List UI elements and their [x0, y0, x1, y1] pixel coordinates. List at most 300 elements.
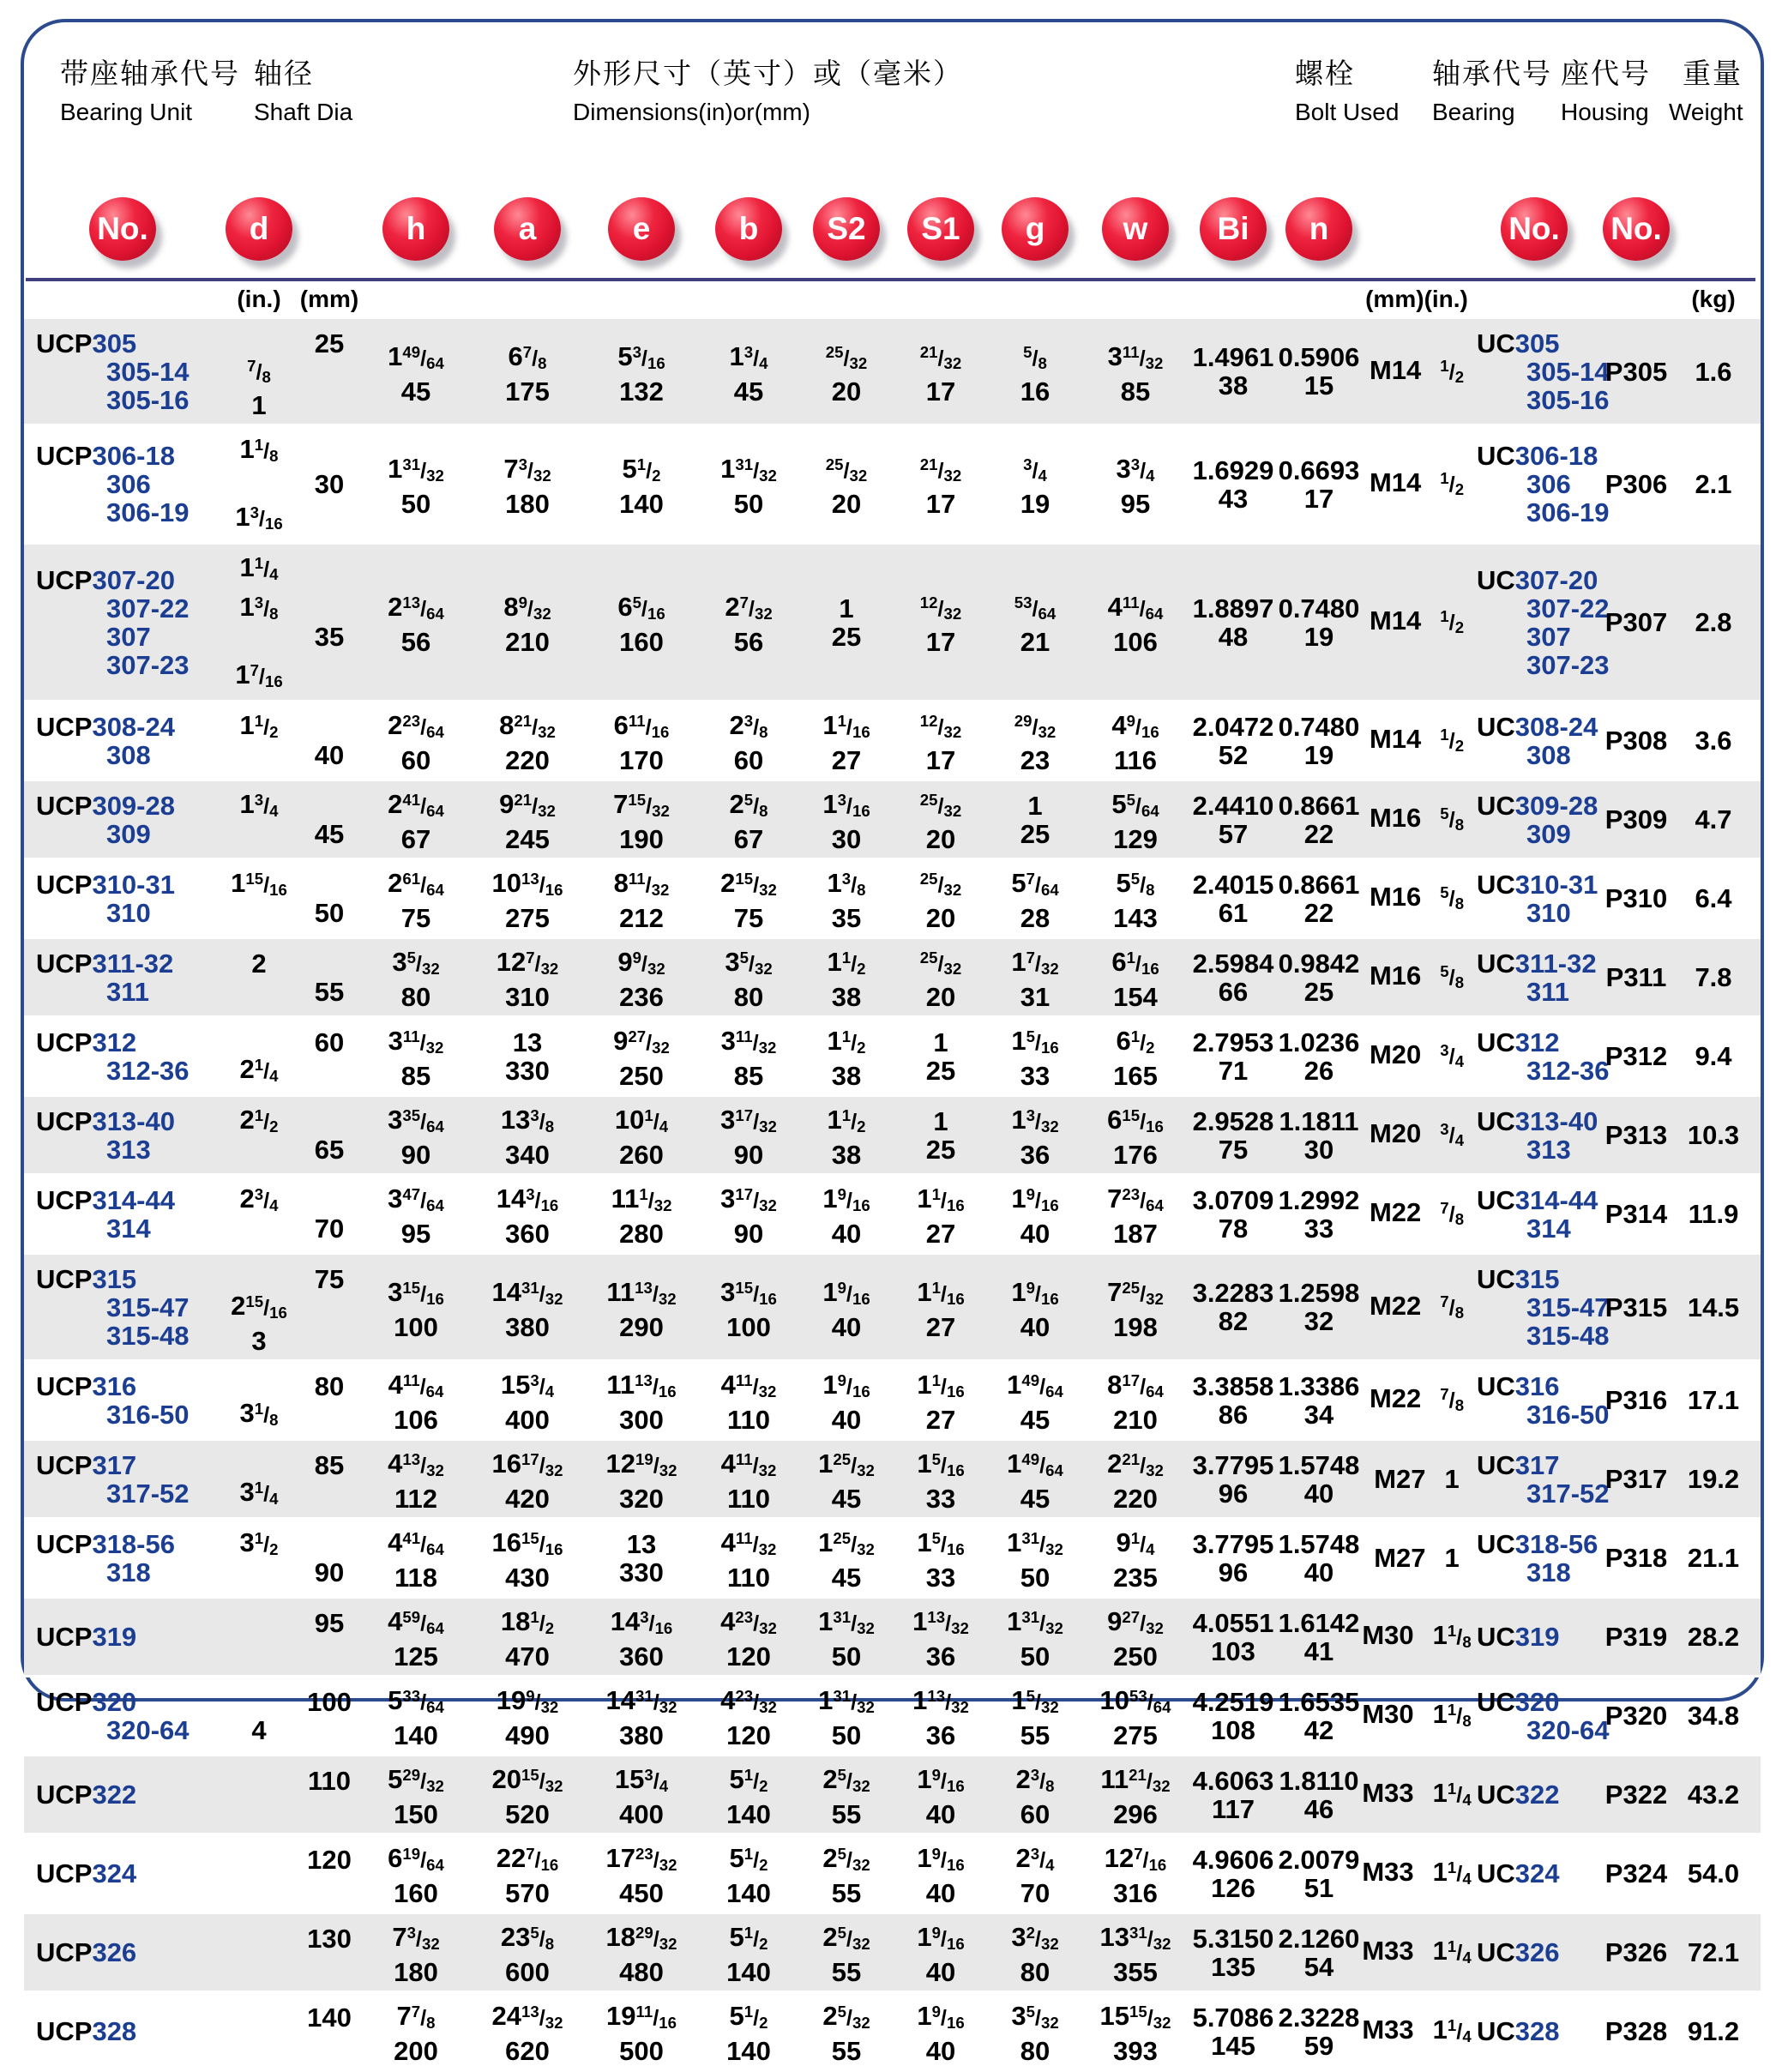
- dim-bi-cell: 2.5984 66: [1192, 948, 1274, 1007]
- dim-w-cell: $2^{21}/_{32}$ 220: [1107, 1448, 1164, 1514]
- column-badge-a: a: [494, 197, 561, 261]
- dim-e-cell: $12^{19}/_{32}$ 320: [605, 1448, 677, 1514]
- bearing-unit-row: [24, 1362, 1761, 1441]
- badge-cell: [1278, 197, 1360, 261]
- unit-no-cell: UCP307-20 307-22 307 307-23: [36, 564, 190, 680]
- bolt-cell: M16 $^5/_8$: [1369, 961, 1465, 992]
- bearing-unit-row: [24, 1018, 1761, 1097]
- weight-cell: 7.8: [1695, 962, 1732, 992]
- dim-a-cell: $9^{21}/_{32}$ 245: [499, 788, 556, 854]
- badge-cell: [221, 197, 297, 261]
- header-bearing-unit-en: Bearing Unit: [60, 99, 193, 125]
- dim-g-cell: $^5/_8$ 16: [1020, 342, 1051, 407]
- dim-g-cell: $^{53}/_{64}$ 21: [1014, 593, 1057, 657]
- dim-bi-cell: 4.2519 108: [1192, 1686, 1274, 1745]
- shaft-dia-mm-cell: 65: [314, 1134, 345, 1165]
- bolt-cell: M33 $1^1/_4$: [1362, 1936, 1472, 1967]
- unit-no-cell: UCP309-28 309: [36, 790, 175, 849]
- bearing-unit-row: [24, 860, 1761, 939]
- shaft-dia-mm-cell: 110: [307, 1765, 351, 1796]
- dim-h-cell: $3^{11}/_{32}$ 85: [388, 1025, 444, 1091]
- header-weight-zh: 重量: [1683, 57, 1743, 89]
- bearing-unit-row: [24, 1097, 1761, 1176]
- dim-b-cell: $5^1/_2$ 140: [726, 1921, 771, 1987]
- dim-a-cell: $14^{31}/_{32}$ 380: [491, 1276, 563, 1342]
- bearing-no-cell: UC318-56 318: [1477, 1528, 1598, 1587]
- dim-s2-cell: $^{25}/_{32}$ 20: [825, 342, 868, 407]
- dim-s1-cell: $^{21}/_{32}$ 17: [919, 455, 962, 519]
- bolt-cell: M14 $^1/_2$: [1369, 354, 1465, 386]
- dim-s1-cell: $1^5/_{16}$ 33: [917, 1448, 965, 1514]
- dim-w-cell: $5^5/_{64}$ 129: [1111, 788, 1159, 854]
- dim-bi-cell: 5.3150 135: [1192, 1923, 1274, 1982]
- column-badge-no: No.: [89, 197, 156, 261]
- weight-cell: 9.4: [1695, 1041, 1732, 1071]
- dim-h-cell: $5^{29}/_{32}$ 150: [388, 1763, 444, 1829]
- header-dimensions: [573, 51, 963, 126]
- housing-no-cell: P308: [1604, 726, 1668, 756]
- dim-w-cell: $8^{17}/_{64}$ 210: [1107, 1369, 1164, 1435]
- dim-bi-cell: 1.6929 43: [1192, 455, 1274, 514]
- bolt-cell: M22 $^7/_8$: [1369, 1290, 1465, 1322]
- badge-cell: [362, 197, 470, 261]
- header-shaft-dia-zh: 轴径: [254, 57, 314, 89]
- dim-e-cell: $7^{15}/_{32}$ 190: [613, 788, 670, 854]
- dim-g-cell: $3^5/_{32}$ 80: [1011, 2000, 1059, 2066]
- shaft-dia-mm-cell: 85: [314, 1449, 345, 1480]
- bolt-cell: M27 1: [1374, 1464, 1460, 1494]
- dim-s2-cell: $^{25}/_{32}$ 20: [825, 455, 868, 519]
- housing-no-cell: P324: [1604, 1858, 1668, 1888]
- dim-bi-cell: 3.7795 96: [1192, 1528, 1274, 1587]
- unit-no-cell: UCP316 316-50: [36, 1370, 190, 1430]
- unit-no-cell: UCP313-40 313: [36, 1105, 175, 1165]
- shaft-dia-in-cell: 4: [251, 1714, 267, 1745]
- bearing-no-cell: UC316 316-50: [1477, 1370, 1610, 1430]
- dim-s1-cell: $^{25}/_{32}$ 20: [919, 791, 962, 854]
- header-weight-en: Weight: [1669, 99, 1743, 125]
- bearing-no-cell: UC320 320-64: [1477, 1686, 1610, 1745]
- shaft-dia-in-cell: $1^3/_4$: [239, 788, 279, 820]
- dim-n-cell: 1.3386 34: [1278, 1370, 1360, 1430]
- bolt-units-label: [1360, 286, 1473, 313]
- shaft-dia-mm-cell: 75: [314, 1263, 345, 1294]
- dim-s2-cell: $1^9/_{16}$ 40: [822, 1369, 870, 1435]
- dim-s1-cell: $^{25}/_{32}$ 20: [919, 949, 962, 1012]
- shaft-dia-mm-cell: 30: [314, 469, 345, 499]
- dim-bi-cell: 4.9606 126: [1192, 1844, 1274, 1903]
- bearing-no-cell: UC324: [1477, 1858, 1560, 1888]
- bolt-cell: M20 $^3/_4$: [1369, 1118, 1465, 1150]
- unit-no-cell: UCP305 305-14 305-16: [36, 328, 190, 415]
- housing-no-cell: P322: [1604, 1780, 1668, 1810]
- dim-h-cell: $4^{41}/_{64}$ 118: [388, 1527, 444, 1593]
- shaft-dia-in-cell: [221, 1623, 297, 1651]
- dim-s2-cell: 1 25: [831, 593, 862, 652]
- unit-subheader-row: [24, 281, 1761, 317]
- shaft-dia-mm-cell: 50: [314, 897, 345, 928]
- dim-g-cell: 1 25: [1020, 790, 1051, 849]
- dim-n-cell: 0.9842 25: [1278, 948, 1360, 1007]
- bearing-unit-row: [24, 1520, 1761, 1599]
- dim-bi-cell: 4.6063 117: [1192, 1765, 1274, 1824]
- dim-bi-cell: 1.4961 38: [1192, 342, 1274, 401]
- dim-g-cell: $1^{49}/_{64}$ 45: [1007, 1448, 1063, 1514]
- bolt-cell: M16 $^5/_8$: [1369, 803, 1465, 834]
- bolt-cell: M33 $1^1/_4$: [1362, 2015, 1472, 2046]
- bolt-cell: M33 $1^1/_4$: [1362, 1857, 1472, 1888]
- dim-bi-cell: 2.4410 57: [1192, 790, 1274, 849]
- bolt-cell: M30 $1^1/_8$: [1362, 1699, 1472, 1731]
- dim-g-cell: $1^9/_{16}$ 40: [1011, 1183, 1059, 1249]
- bearing-unit-row: [24, 319, 1761, 426]
- shaft-dia-in-cell: 2: [251, 948, 267, 979]
- unit-no-cell: UCP328: [36, 2016, 137, 2046]
- dim-s2-cell: $2^5/_{32}$ 55: [822, 1842, 870, 1908]
- dim-g-cell: $3^2/_{32}$ 80: [1011, 1921, 1059, 1987]
- badge-cell: [1189, 197, 1278, 261]
- dim-s2-cell: $2^5/_{32}$ 55: [822, 1921, 870, 1987]
- shaft-dia-mm-cell: 100: [307, 1686, 352, 1717]
- badge-cell: [799, 197, 894, 261]
- dim-b-cell: $2^{15}/_{32}$ 75: [720, 867, 777, 933]
- dim-g-cell: $^3/_4$ 19: [1020, 455, 1051, 519]
- bolt-cell: M22 $^7/_8$: [1369, 1197, 1465, 1229]
- shaft-dia-in-cell: $1^1/_4$ $1^3/_8$ $1^7/_{16}$: [235, 551, 283, 690]
- shaft-dia-mm-cell: 35: [314, 621, 345, 652]
- dim-g-cell: $5^7/_{64}$ 28: [1011, 867, 1059, 933]
- badge-cell: [894, 197, 988, 261]
- weight-cell: 28.2: [1687, 1622, 1740, 1652]
- dim-h-cell: $2^{13}/_{64}$ 56: [388, 591, 444, 657]
- table-body: [24, 319, 1761, 2072]
- shaft-dia-mm-cell: 130: [307, 1923, 352, 1954]
- dim-e-cell: $10^1/_4$ 260: [614, 1104, 669, 1170]
- housing-no-cell: P328: [1604, 2016, 1668, 2046]
- dim-h-cell: $4^{13}/_{32}$ 112: [388, 1448, 444, 1514]
- header-housing-no-zh: 座代号: [1561, 57, 1651, 89]
- bearing-no-cell: UC317 317-52: [1477, 1449, 1610, 1509]
- weight-cell: 4.7: [1695, 804, 1732, 834]
- dim-a-cell: $12^7/_{32}$ 310: [496, 946, 559, 1012]
- shaft-dia-in-cell: [221, 1859, 297, 1888]
- dim-h-cell: $7^3/_{32}$ 180: [392, 1921, 440, 1987]
- dim-a-cell: $15^3/_4$ 400: [500, 1369, 555, 1435]
- weight-cell: 91.2: [1687, 2016, 1740, 2046]
- bearing-no-cell: UC310-31 310: [1477, 869, 1598, 928]
- shaft-dia-mm-cell: 95: [314, 1607, 345, 1638]
- unit-no-cell: UCP311-32 311: [36, 948, 174, 1007]
- bolt-cell: M14 $^1/_2$: [1369, 467, 1465, 499]
- bearing-unit-row: [24, 939, 1761, 1018]
- dim-a-cell: $18^1/_2$ 470: [500, 1605, 555, 1671]
- dim-h-cell: $3^{35}/_{64}$ 90: [388, 1104, 444, 1170]
- shaft-dia-in-cell: [221, 1938, 297, 1967]
- dim-w-cell: $4^{11}/_{64}$ 106: [1107, 591, 1164, 657]
- weight-cell: 17.1: [1687, 1385, 1740, 1415]
- dim-s1-cell: 1 25: [925, 1027, 956, 1086]
- dim-n-cell: 0.6693 17: [1278, 455, 1360, 514]
- dim-b-cell: $4^{11}/_{32}$ 110: [720, 1527, 777, 1593]
- dim-bi-cell: 2.4015 61: [1192, 869, 1274, 928]
- housing-no-cell: P318: [1604, 1543, 1668, 1573]
- bearing-no-cell: UC306-18 306 306-19: [1477, 441, 1610, 527]
- dim-n-cell: 1.2992 33: [1278, 1184, 1360, 1244]
- dim-h-cell: $1^{49}/_{64}$ 45: [388, 340, 444, 407]
- weight-cell: 2.8: [1695, 607, 1732, 637]
- dim-e-cell: $15^3/_4$ 400: [614, 1763, 669, 1829]
- badge-cell: [1595, 197, 1677, 261]
- dim-s1-cell: $1^9/_{16}$ 40: [917, 1763, 965, 1829]
- dim-e-cell: $5^1/_2$ 140: [619, 453, 664, 519]
- dim-g-cell: $1^5/_{16}$ 33: [1011, 1025, 1059, 1091]
- dim-w-cell: $12^7/_{16}$ 316: [1104, 1842, 1167, 1908]
- column-badge-e: e: [608, 197, 675, 261]
- bearing-unit-row: [24, 1756, 1761, 1835]
- shaft-dia-mm-cell: 140: [307, 2002, 352, 2033]
- dim-s1-cell: $1^5/_{16}$ 33: [917, 1527, 965, 1593]
- column-badge-n: n: [1285, 197, 1352, 261]
- dim-e-cell: $8^{11}/_{32}$ 212: [613, 867, 670, 933]
- bearing-no-cell: UC314-44 314: [1477, 1184, 1598, 1244]
- dim-s2-cell: $1^{31}/_{32}$ 50: [818, 1605, 875, 1671]
- housing-no-cell: P317: [1604, 1464, 1668, 1494]
- dim-e-cell: $5^3/_{16}$ 132: [617, 340, 665, 407]
- dim-b-cell: $5^1/_2$ 140: [726, 1763, 771, 1829]
- shaft-dia-mm-cell: 55: [314, 976, 345, 1007]
- housing-no-cell: P312: [1604, 1041, 1668, 1071]
- header-housing-no-en: Housing: [1561, 99, 1649, 125]
- header-bearing-unit-zh: 带座轴承代号: [60, 57, 240, 89]
- dim-n-cell: 0.7480 19: [1278, 593, 1360, 652]
- housing-no-cell: P307: [1604, 607, 1668, 637]
- bearing-unit-row: [24, 426, 1761, 545]
- bolt-cell: M33 $1^1/_4$: [1362, 1778, 1472, 1810]
- header-dimensions-en: Dimensions(in)or(mm): [573, 99, 810, 125]
- spec-sheet-frame: [21, 19, 1764, 2066]
- unit-no-cell: UCP306-18 306 306-19: [36, 441, 190, 527]
- unit-no-cell: UCP319: [36, 1622, 137, 1652]
- bolt-cell: M16 $^5/_8$: [1369, 882, 1465, 913]
- shaft-dia-mm-cell: 25: [314, 328, 345, 358]
- dim-s1-cell: $1^1/_{16}$ 27: [917, 1276, 965, 1342]
- dim-bi-cell: 5.7086 145: [1192, 2002, 1274, 2061]
- dim-b-cell: $2^5/_8$ 67: [729, 788, 768, 854]
- badge-cell: [24, 197, 221, 261]
- shaft-dia-in-cell: $1^1/_8$ $1^3/_{16}$: [235, 433, 283, 533]
- dim-b-cell: $2^3/_8$ 60: [729, 709, 768, 775]
- table-header: [24, 51, 1761, 161]
- dim-a-cell: 13 330: [505, 1027, 550, 1086]
- dim-h-cell: $2^{41}/_{64}$ 67: [388, 788, 444, 854]
- dim-w-cell: $15^{15}/_{32}$ 393: [1099, 2000, 1171, 2066]
- dim-bi-cell: 2.0472 52: [1192, 711, 1274, 770]
- unit-no-cell: UCP314-44 314: [36, 1184, 175, 1244]
- weight-cell: 6.4: [1695, 883, 1732, 913]
- weight-cell: 54.0: [1687, 1858, 1740, 1888]
- dim-n-cell: 0.7480 19: [1278, 711, 1360, 770]
- bolt-cell: M14 $^1/_2$: [1369, 605, 1465, 637]
- dim-e-cell: $17^{23}/_{32}$ 450: [605, 1842, 677, 1908]
- dim-w-cell: $13^{31}/_{32}$ 355: [1099, 1921, 1171, 1987]
- badge-cell: [1473, 197, 1595, 261]
- dim-n-cell: 1.5748 40: [1278, 1449, 1360, 1509]
- dim-bi-cell: 3.3858 86: [1192, 1370, 1274, 1430]
- shaft-dia-in-cell: $2^{15}/_{16}$ 3: [231, 1290, 287, 1356]
- bolt-mm-label: (mm): [1365, 286, 1424, 312]
- bolt-in-label: (in.): [1424, 286, 1468, 312]
- column-badge-g: g: [1002, 197, 1069, 261]
- dim-s2-cell: $2^5/_{32}$ 55: [822, 2000, 870, 2066]
- unit-no-cell: UCP315 315-47 315-48: [36, 1263, 190, 1351]
- housing-no-cell: P306: [1604, 469, 1668, 499]
- unit-no-cell: UCP322: [36, 1780, 137, 1810]
- dim-h-cell: $3^{15}/_{16}$ 100: [388, 1276, 444, 1342]
- dim-bi-cell: 3.2283 82: [1192, 1278, 1274, 1336]
- dim-w-cell: $10^{53}/_{64}$ 275: [1099, 1684, 1171, 1750]
- shaft-dia-in-cell: $2^1/_2$: [239, 1104, 279, 1135]
- header-shaft-dia-en: Shaft Dia: [254, 99, 353, 125]
- dim-w-cell: $6^1/_2$ 165: [1113, 1025, 1158, 1091]
- dim-s2-cell: $1^{31}/_{32}$ 50: [818, 1684, 875, 1750]
- dim-s1-cell: $1^1/_{16}$ 27: [917, 1369, 965, 1435]
- shaft-dia-in-cell: [221, 2017, 297, 2045]
- bearing-unit-row: [24, 702, 1761, 781]
- bearing-no-cell: UC319: [1477, 1622, 1560, 1652]
- shaft-dia-mm-cell: 120: [307, 1844, 352, 1875]
- dim-w-cell: $3^{11}/_{32}$ 85: [1107, 340, 1164, 407]
- header-housing-no: [1561, 51, 1651, 126]
- dim-b-cell: $4^{23}/_{32}$ 120: [720, 1605, 777, 1671]
- dim-bi-cell: 3.7795 96: [1192, 1449, 1274, 1509]
- housing-no-cell: P313: [1604, 1120, 1668, 1150]
- dim-h-cell: $2^{23}/_{64}$ 60: [388, 709, 444, 775]
- dim-n-cell: 1.2598 32: [1278, 1278, 1360, 1336]
- dim-a-cell: $16^{17}/_{32}$ 420: [491, 1448, 563, 1514]
- dim-s2-cell: $1^9/_{16}$ 40: [822, 1276, 870, 1342]
- unit-no-cell: UCP312 312-36: [36, 1027, 190, 1086]
- weight-cell: 19.2: [1687, 1464, 1740, 1494]
- dim-s1-cell: $1^{13}/_{32}$ 36: [912, 1684, 969, 1750]
- dim-a-cell: $16^{15}/_{16}$ 430: [491, 1527, 563, 1593]
- shaft-dia-mm-cell: 90: [314, 1557, 345, 1587]
- dim-b-cell: $3^{11}/_{32}$ 85: [720, 1025, 777, 1091]
- dim-s1-cell: $^{12}/_{32}$ 17: [919, 712, 962, 775]
- badge-cell: [585, 197, 698, 261]
- dim-n-cell: 2.0079 51: [1278, 1844, 1360, 1903]
- dim-s1-cell: $1^1/_{16}$ 27: [917, 1183, 965, 1249]
- dim-w-cell: $4^9/_{16}$ 116: [1111, 709, 1159, 775]
- dim-bi-cell: 1.8897 48: [1192, 593, 1274, 652]
- header-shaft-dia: [254, 51, 352, 126]
- column-badge-w: w: [1102, 197, 1169, 261]
- unit-no-cell: UCP320 320-64: [36, 1686, 190, 1745]
- dim-n-cell: 1.8110 46: [1279, 1765, 1359, 1824]
- dim-g-cell: $1^7/_{32}$ 31: [1011, 946, 1059, 1012]
- weight-kg-label: (kg): [1691, 286, 1736, 312]
- dim-w-cell: $9^1/_4$ 235: [1113, 1527, 1158, 1593]
- weight-cell: 1.6: [1695, 356, 1732, 387]
- bearing-unit-row: [24, 1441, 1761, 1520]
- shaft-dia-in-cell: [221, 1780, 297, 1809]
- unit-no-cell: UCP318-56 318: [36, 1528, 175, 1587]
- dim-b-cell: $2^7/_{32}$ 56: [725, 591, 773, 657]
- housing-no-cell: P326: [1604, 1937, 1668, 1967]
- dim-e-cell: $9^9/_{32}$ 236: [617, 946, 665, 1012]
- dim-bi-cell: 2.7953 71: [1192, 1027, 1274, 1086]
- column-badge-bi: Bi: [1200, 197, 1267, 261]
- dim-s2-cell: $2^5/_{32}$ 55: [822, 1763, 870, 1829]
- dim-b-cell: $5^1/_2$ 140: [726, 2000, 771, 2066]
- dim-h-cell: $5^{33}/_{64}$ 140: [388, 1684, 444, 1750]
- weight-cell: 10.3: [1687, 1120, 1740, 1150]
- housing-no-cell: P310: [1604, 883, 1668, 913]
- dim-n-cell: 2.1260 54: [1278, 1923, 1360, 1982]
- header-weight: [1669, 51, 1743, 126]
- dim-a-cell: $20^{15}/_{32}$ 520: [491, 1763, 563, 1829]
- dim-s2-cell: $1^{25}/_{32}$ 45: [818, 1527, 875, 1593]
- weight-cell: 3.6: [1695, 726, 1732, 756]
- housing-no-cell: P311: [1605, 962, 1667, 992]
- dim-w-cell: $7^{25}/_{32}$ 198: [1107, 1276, 1164, 1342]
- dim-n-cell: 0.5906 15: [1278, 342, 1360, 401]
- housing-no-cell: P319: [1604, 1622, 1668, 1652]
- dim-e-cell: $11^1/_{32}$ 280: [611, 1183, 672, 1249]
- weight-cell: 21.1: [1687, 1543, 1740, 1573]
- shaft-dia-mm-cell: 40: [314, 739, 345, 770]
- badge-cell: [470, 197, 585, 261]
- dim-w-cell: $3^3/_4$ 95: [1116, 453, 1155, 519]
- column-badge-no: No.: [1501, 197, 1568, 261]
- housing-no-cell: P320: [1604, 1701, 1668, 1731]
- header-bearing-unit: [60, 51, 240, 126]
- header-bearing-no: [1432, 51, 1552, 126]
- bearing-no-cell: UC315 315-47 315-48: [1477, 1263, 1610, 1351]
- dim-w-cell: $9^{27}/_{32}$ 250: [1107, 1605, 1164, 1671]
- badge-cell: [988, 197, 1082, 261]
- dim-g-cell: $^{29}/_{32}$ 23: [1014, 712, 1057, 775]
- dim-e-cell: $18^{29}/_{32}$ 480: [605, 1921, 677, 1987]
- dim-s2-cell: $1^3/_{16}$ 30: [822, 788, 870, 854]
- dim-e-cell: $11^{13}/_{16}$ 300: [606, 1369, 677, 1435]
- dim-h-cell: $3^{47}/_{64}$ 95: [388, 1183, 444, 1249]
- dim-g-cell: $2^3/_8$ 60: [1015, 1763, 1055, 1829]
- dim-n-cell: 1.1811 30: [1279, 1105, 1359, 1165]
- unit-no-cell: UCP308-24 308: [36, 711, 175, 770]
- dim-s1-cell: $^{25}/_{32}$ 20: [919, 870, 962, 933]
- bearing-unit-row: [24, 1255, 1761, 1362]
- shaft-dia-in-cell: $3^1/_8$: [239, 1397, 279, 1429]
- bearing-no-cell: UC313-40 313: [1477, 1105, 1598, 1165]
- dim-h-cell: $4^{11}/_{64}$ 106: [388, 1369, 444, 1435]
- dim-e-cell: 13 330: [619, 1528, 664, 1587]
- dim-a-cell: $19^9/_{32}$ 490: [496, 1684, 559, 1750]
- dim-w-cell: $6^1/_{16}$ 154: [1111, 946, 1159, 1012]
- dim-h-cell: $6^{19}/_{64}$ 160: [388, 1842, 444, 1908]
- dim-s1-cell: 1 25: [925, 1105, 956, 1165]
- dim-n-cell: 0.8661 22: [1278, 869, 1360, 928]
- dim-b-cell: $3^{17}/_{32}$ 90: [720, 1183, 777, 1249]
- dim-b-cell: $4^{11}/_{32}$ 110: [720, 1369, 777, 1435]
- housing-no-cell: P305: [1604, 356, 1668, 387]
- dim-g-cell: $1^9/_{16}$ 40: [1011, 1276, 1059, 1342]
- dim-b-cell: $3^{15}/_{16}$ 100: [720, 1276, 777, 1342]
- shaft-dia-mm-cell: 45: [314, 818, 345, 849]
- dim-a-cell: $14^3/_{16}$ 360: [496, 1183, 559, 1249]
- housing-no-cell: P309: [1604, 804, 1668, 834]
- column-badge-h: h: [382, 197, 449, 261]
- header-bolt-used-en: Bolt Used: [1295, 99, 1400, 125]
